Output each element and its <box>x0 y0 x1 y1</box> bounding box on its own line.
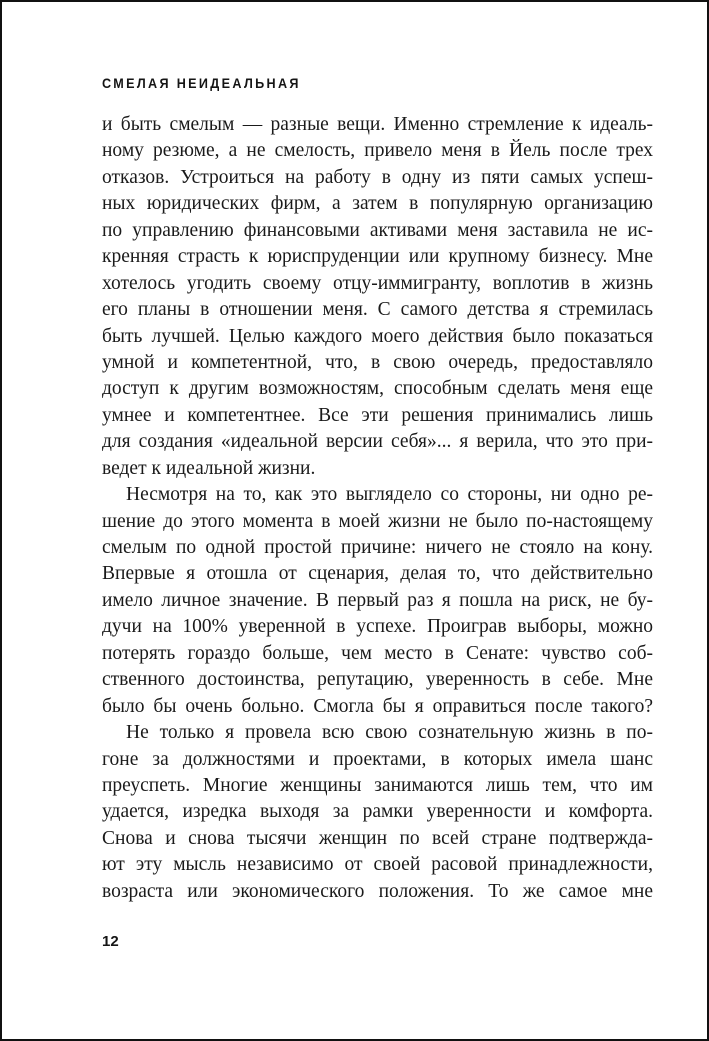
text-line: Снова и снова тысячи женщин по всей стране подтвержда- <box>102 827 653 849</box>
text-line: ственного достоинства, репутацию, уверенность в себе. Мне <box>102 669 653 691</box>
text-line: быть лучшей. Целью каждого моего действия было показаться <box>102 325 653 347</box>
text-line: имело личное значение. В первый раз я пошла на риск, не бу- <box>102 589 653 611</box>
running-header: СМЕЛАЯ НЕИДЕАЛЬНАЯ <box>102 75 301 91</box>
text-line: гоне за должностями и проектами, в которых имела шанс <box>102 748 653 770</box>
text-line: удается, изредка выходя за рамки уверенности и комфорта. <box>102 801 653 823</box>
text-line: потерять гораздо больше, чем место в Сенате: чувство соб- <box>102 642 653 664</box>
text-line: Не только я провела всю свою сознательную жизнь в по- <box>126 722 653 744</box>
text-line: возраста или экономического положения. То же самое мне <box>102 880 653 902</box>
text-line: его планы в отношении меня. С самого детства я стремилась <box>102 299 653 321</box>
text-line: ному резюме, а не смелость, привело меня в Йель после трех <box>102 140 653 162</box>
text-line: хотелось угодить своему отцу-иммигранту, воплотив в жизнь <box>102 272 653 294</box>
text-line: Впервые я отошла от сценария, делая то, что действительно <box>102 563 653 585</box>
text-line: преуспеть. Многие женщины занимаются лишь тем, что им <box>102 774 653 796</box>
text-line: смелым по одной простой причине: ничего не стояло на кону. <box>102 537 653 558</box>
text-line: кренняя страсть к юриспруденции или крупному бизнесу. Мне <box>102 246 653 268</box>
text-line: для создания «идеальной версии себя»... я верила, что это при- <box>102 431 653 453</box>
text-line: было бы очень больно. Смогла бы я оправиться после такого? <box>102 695 653 717</box>
text-line: ных юридических фирм, а затем в популярную организацию <box>102 193 653 215</box>
text-line: по управлению финансовыми активами меня заставила не ис- <box>102 219 653 241</box>
body-text <box>102 112 653 905</box>
text-line: шение до этого момента в моей жизни не было по-настоящему <box>102 510 653 532</box>
text-line: умной и компетентной, что, в свою очередь, предоставляло <box>102 351 653 373</box>
text-line: и быть смелым — разные вещи. Именно стремление к идеаль- <box>102 114 653 135</box>
text-line: ведет к идеальной жизни. <box>102 457 316 479</box>
text-line: отказов. Устроиться на работу в одну из пяти самых успеш- <box>102 166 653 188</box>
text-line: ют эту мысль независимо от своей расовой принадлежности, <box>102 854 653 876</box>
text-line: доступ к другим возможностям, способным сделать меня еще <box>102 378 653 400</box>
text-line: Несмотря на то, как это выглядело со стороны, ни одно ре- <box>126 484 653 506</box>
text-line: дучи на 100% уверенной в успехе. Проиграв выборы, можно <box>102 616 653 638</box>
text-line: умнее и компетентнее. Все эти решения принимались лишь <box>102 404 653 426</box>
page-number: 12 <box>102 933 119 950</box>
